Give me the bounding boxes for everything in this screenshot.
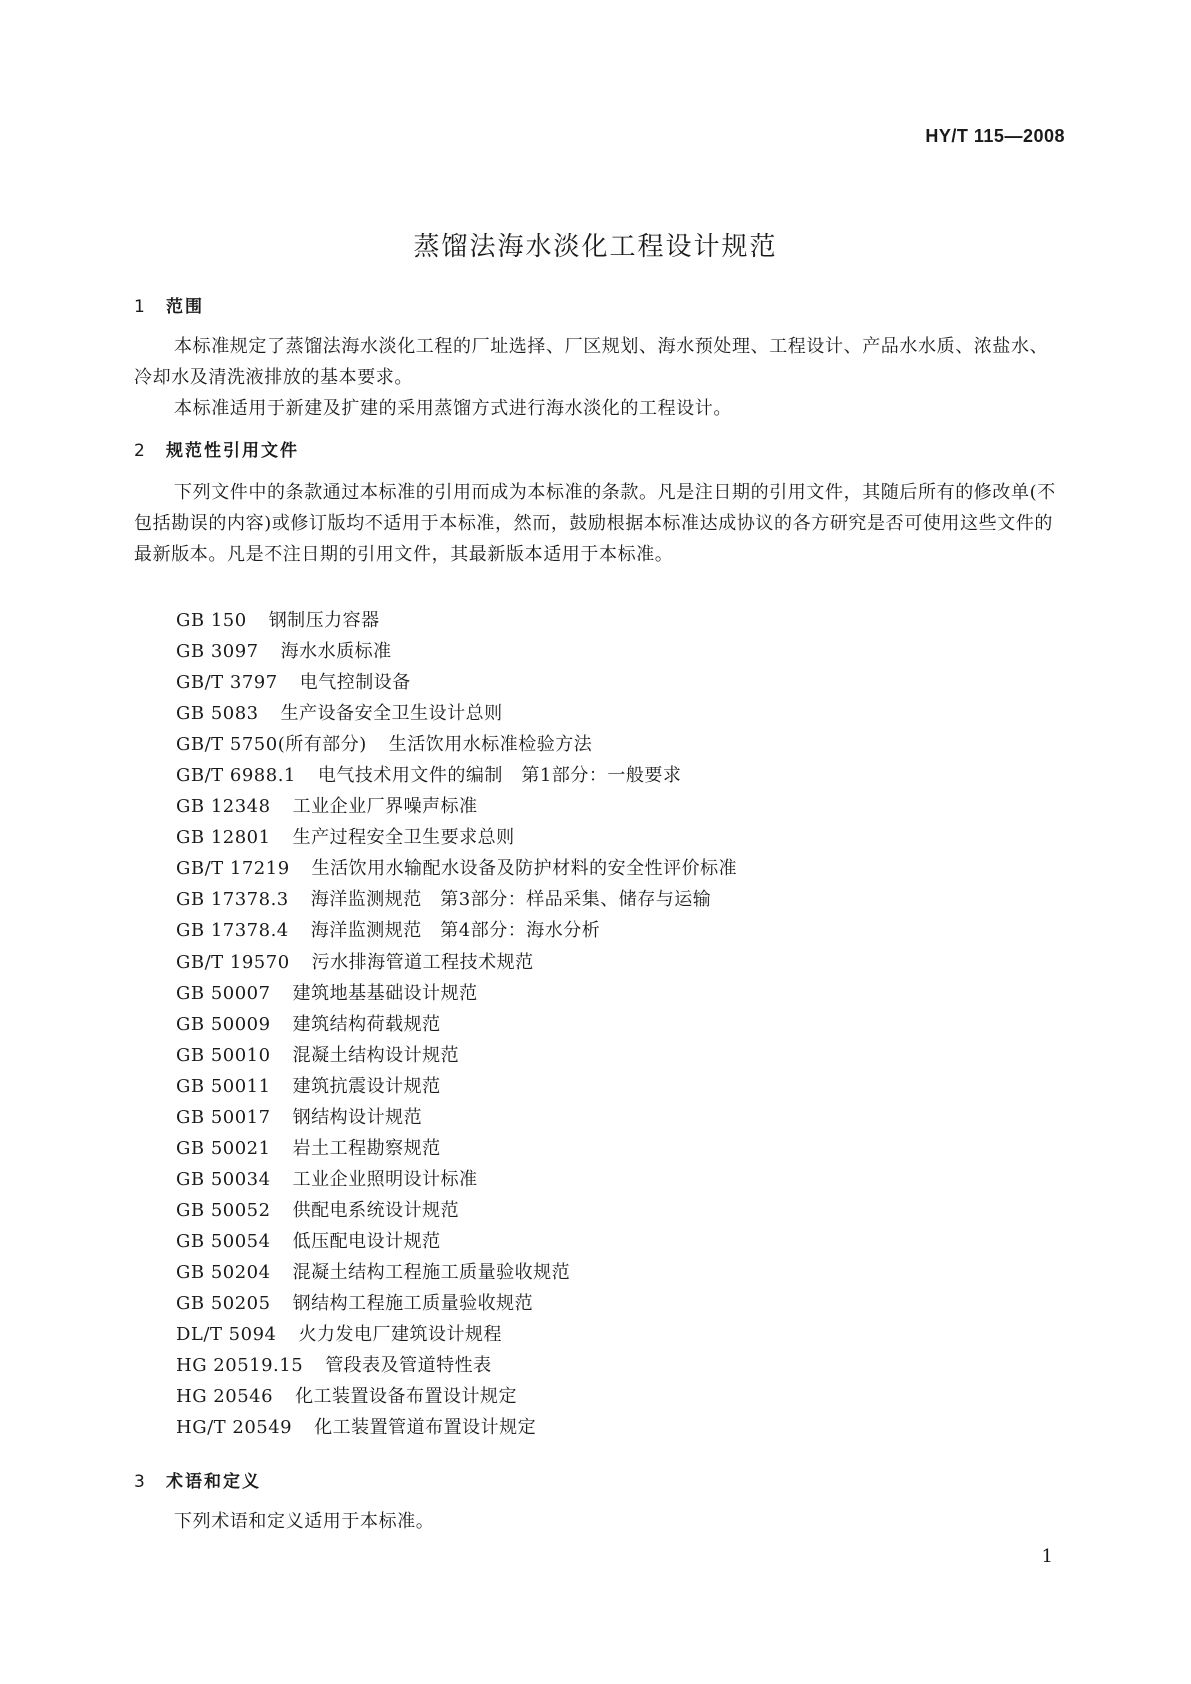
reference-name: 火力发电厂建筑设计规程 bbox=[298, 1324, 502, 1346]
reference-item bbox=[176, 978, 737, 1009]
reference-name: 钢结构设计规范 bbox=[292, 1106, 423, 1128]
reference-name: 岩土工程勘察规范 bbox=[292, 1137, 441, 1159]
reference-item bbox=[176, 1257, 737, 1288]
reference-code: GB 50204 bbox=[176, 1261, 271, 1283]
reference-name: 海洋监测规范 第3部分：样品采集、储存与运输 bbox=[310, 889, 712, 911]
reference-name: 污水排海管道工程技术规范 bbox=[311, 951, 534, 973]
reference-code: GB 50021 bbox=[176, 1137, 271, 1159]
reference-item bbox=[176, 1350, 737, 1381]
reference-code: GB 50011 bbox=[176, 1075, 271, 1097]
standard-code: HY/T 115—2008 bbox=[925, 126, 1065, 146]
reference-item bbox=[176, 636, 737, 667]
reference-item bbox=[176, 1195, 737, 1226]
reference-name: 混凝土结构工程施工质量验收规范 bbox=[292, 1261, 571, 1283]
reference-code: GB/T 6988.1 bbox=[176, 765, 296, 787]
reference-name: 建筑结构荷载规范 bbox=[292, 1013, 441, 1035]
reference-item bbox=[176, 1412, 737, 1443]
reference-item bbox=[176, 667, 737, 698]
section-number: 3 bbox=[134, 1472, 147, 1492]
reference-item bbox=[176, 1102, 737, 1133]
section-1-paragraph-2: 本标准适用于新建及扩建的采用蒸馏方式进行海水淡化的工程设计。 bbox=[174, 398, 732, 419]
reference-code: GB 150 bbox=[176, 610, 247, 631]
reference-item bbox=[176, 1288, 737, 1319]
reference-code: HG 20519.15 bbox=[176, 1355, 304, 1377]
reference-item bbox=[176, 947, 737, 978]
reference-name: 管段表及管道特性表 bbox=[325, 1355, 492, 1377]
reference-name: 钢结构工程施工质量验收规范 bbox=[292, 1293, 534, 1315]
reference-item bbox=[176, 884, 737, 915]
reference-name: 海洋监测规范 第4部分：海水分析 bbox=[310, 920, 601, 942]
reference-code: GB 5083 bbox=[176, 703, 259, 725]
page-number: 1 bbox=[1041, 1546, 1053, 1567]
reference-item bbox=[176, 698, 737, 729]
reference-name: 建筑地基基础设计规范 bbox=[292, 982, 478, 1004]
reference-item bbox=[176, 1009, 737, 1040]
reference-name: 电气控制设备 bbox=[299, 672, 411, 694]
reference-name: 化工装置管道布置设计规定 bbox=[314, 1417, 537, 1439]
reference-code: GB 50017 bbox=[176, 1106, 271, 1128]
reference-code: GB 17378.3 bbox=[176, 889, 289, 911]
section-1-paragraph-1: 本标准规定了蒸馏法海水淡化工程的厂址选择、厂区规划、海水预处理、工程设计、产品水水质、浓盐水、冷却水及清洗液排放的基本要求。 bbox=[134, 336, 1049, 388]
reference-code: GB 12348 bbox=[176, 796, 271, 818]
section-number: 2 bbox=[134, 441, 147, 461]
reference-code: GB 50009 bbox=[176, 1013, 271, 1035]
reference-name: 混凝土结构设计规范 bbox=[292, 1044, 460, 1066]
reference-name: 生产过程安全卫生要求总则 bbox=[292, 827, 515, 849]
reference-code: GB/T 19570 bbox=[176, 951, 290, 973]
section-title: 规范性引用文件 bbox=[166, 441, 299, 461]
reference-code: GB 50052 bbox=[176, 1199, 271, 1221]
reference-name: 钢制压力容器 bbox=[268, 610, 380, 631]
document-title: 蒸馏法海水淡化工程设计规范 bbox=[413, 232, 778, 262]
reference-code: GB 12801 bbox=[176, 827, 271, 849]
section-number: 1 bbox=[134, 297, 147, 317]
reference-name: 电气技术用文件的编制 第1部分：一般要求 bbox=[317, 765, 682, 787]
reference-item bbox=[176, 1226, 737, 1257]
reference-item bbox=[176, 822, 737, 853]
reference-name: 生活饮用水输配水设备及防护材料的安全性评价标准 bbox=[311, 858, 738, 880]
reference-item bbox=[176, 791, 737, 822]
reference-name: 供配电系统设计规范 bbox=[292, 1199, 460, 1221]
section-3-heading bbox=[134, 1467, 261, 1492]
section-title: 术语和定义 bbox=[166, 1472, 261, 1492]
reference-item bbox=[176, 1071, 737, 1102]
reference-item bbox=[176, 1319, 737, 1350]
reference-item bbox=[176, 1164, 737, 1195]
reference-item bbox=[176, 1040, 737, 1071]
section-1-heading bbox=[134, 292, 204, 317]
reference-code: GB/T 17219 bbox=[176, 858, 290, 880]
reference-code: GB 50054 bbox=[176, 1230, 271, 1252]
reference-code: GB 50007 bbox=[176, 982, 271, 1004]
section-title: 范围 bbox=[166, 297, 204, 317]
reference-name: 化工装置设备布置设计规定 bbox=[295, 1386, 518, 1408]
reference-name: 海水水质标准 bbox=[280, 641, 392, 663]
reference-name: 工业企业照明设计标准 bbox=[292, 1168, 478, 1190]
reference-name: 建筑抗震设计规范 bbox=[292, 1075, 441, 1097]
reference-code: GB/T 5750(所有部分) bbox=[176, 734, 367, 756]
reference-item bbox=[176, 853, 737, 884]
reference-name: 生活饮用水标准检验方法 bbox=[388, 734, 593, 756]
reference-name: 工业企业厂界噪声标准 bbox=[292, 796, 478, 818]
section-2-paragraph-1: 下列文件中的条款通过本标准的引用而成为本标准的条款。凡是注日期的引用文件，其随后所有的修改单(不包括勘误的内容)或修订版均不适用于本标准，然而，鼓励根据本标准达成协议的各方研究是否可使用这些文件的最新版本。凡是不注日期的引用文件，其最新版本适用于本标准。 bbox=[134, 482, 1056, 565]
reference-item bbox=[176, 915, 737, 946]
reference-code: GB/T 3797 bbox=[176, 672, 278, 694]
section-3-paragraph-1: 下列术语和定义适用于本标准。 bbox=[174, 1511, 435, 1532]
reference-code: GB 50034 bbox=[176, 1168, 271, 1190]
section-2-heading bbox=[134, 436, 299, 461]
reference-item bbox=[176, 760, 737, 791]
reference-name: 低压配电设计规范 bbox=[292, 1230, 441, 1252]
reference-code: GB 3097 bbox=[176, 641, 259, 663]
normative-reference-list bbox=[176, 605, 737, 1443]
reference-code: GB 50205 bbox=[176, 1293, 271, 1315]
reference-code: GB 17378.4 bbox=[176, 920, 289, 942]
reference-code: DL/T 5094 bbox=[176, 1324, 277, 1346]
reference-code: HG 20546 bbox=[176, 1386, 274, 1408]
reference-item bbox=[176, 1133, 737, 1164]
reference-name: 生产设备安全卫生设计总则 bbox=[280, 703, 503, 725]
reference-code: GB 50010 bbox=[176, 1044, 271, 1066]
reference-item bbox=[176, 605, 737, 636]
reference-code: HG/T 20549 bbox=[176, 1417, 293, 1439]
reference-item bbox=[176, 1381, 737, 1412]
reference-item bbox=[176, 729, 737, 760]
